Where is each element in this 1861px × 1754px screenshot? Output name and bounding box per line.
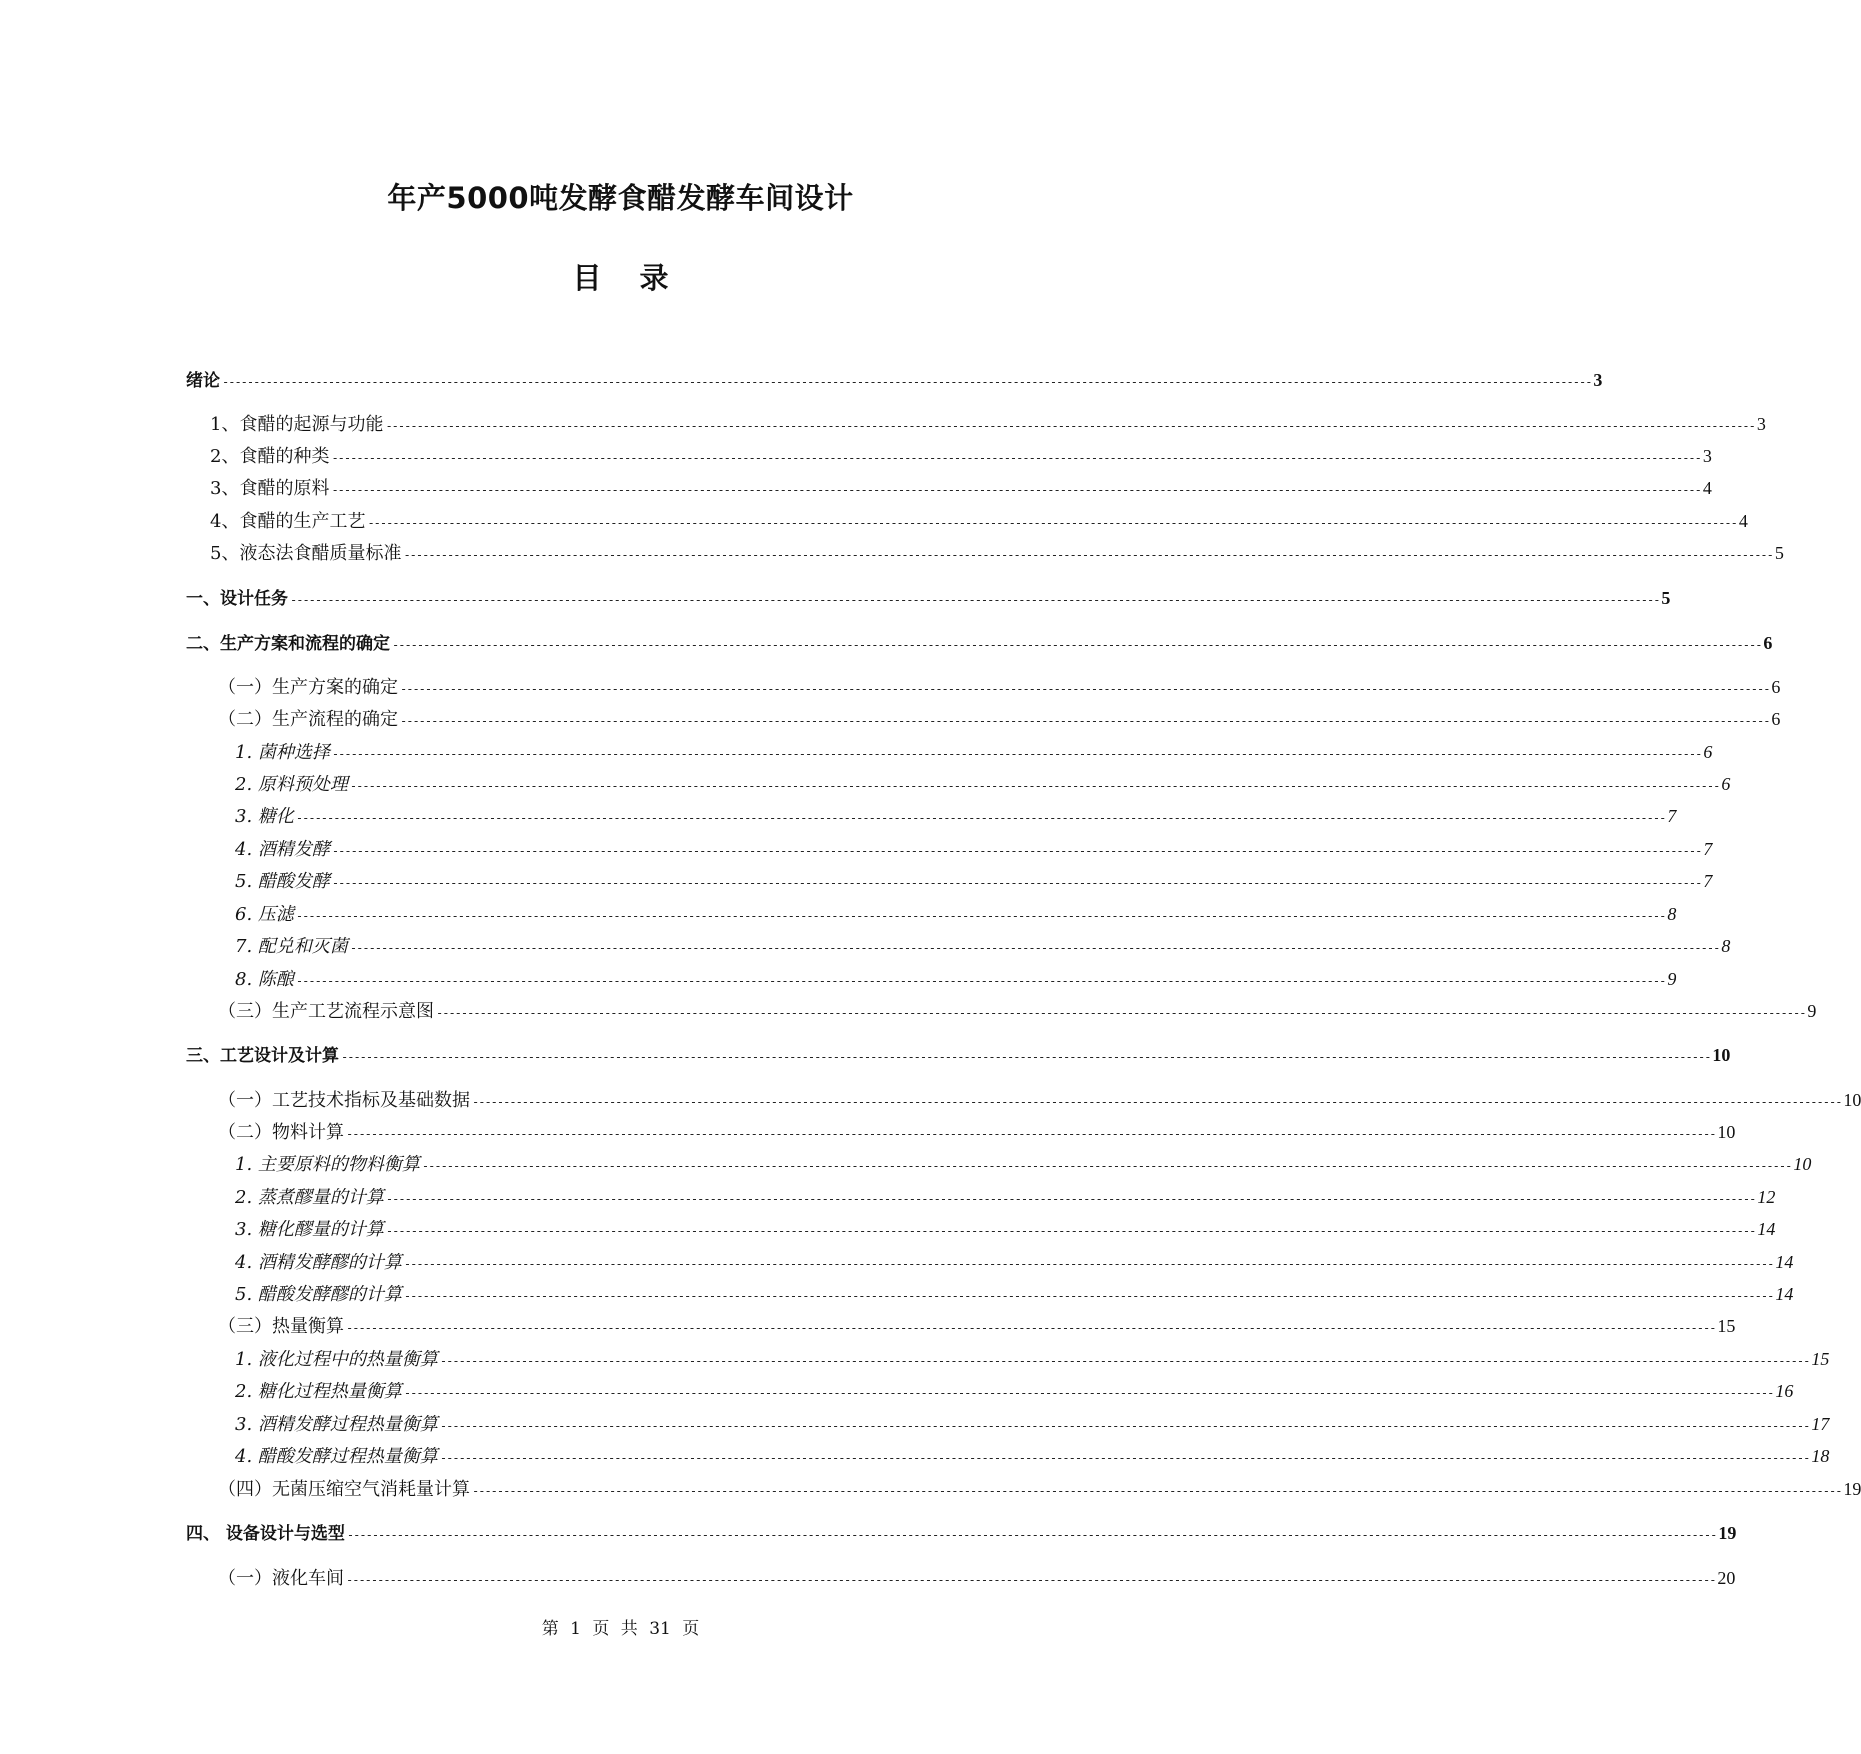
toc-entry-label: 4. 酒精发酵醪的计算 <box>235 1252 402 1273</box>
toc-entry-label: 1. 液化过程中的热量衡算 <box>235 1349 438 1370</box>
toc-entry-page: 8 <box>1667 904 1677 924</box>
toc-entry-page: 5 <box>1774 543 1784 563</box>
toc-dot-leader: ---------------------------------------------------------------------------------------------------------------------------------------------------------------------------------------------------------------------------- <box>421 1159 1792 1173</box>
toc-entry <box>235 1409 1830 1439</box>
toc-entry-page: 3 <box>1756 414 1766 434</box>
toc-entry-page: 9 <box>1807 1001 1817 1021</box>
toc-entry-page: 3 <box>1702 446 1712 466</box>
toc-dot-leader: ---------------------------------------------------------------------------------------------------------------------------------------------------------------------------------------------------------------------------- <box>331 451 1701 465</box>
toc-entry-label: 5. 醋酸发酵 <box>235 871 330 892</box>
toc-dot-leader: ---------------------------------------------------------------------------------------------------------------------------------------------------------------------------------------------------------------------------- <box>403 1289 1774 1303</box>
toc-entry-label: 一、设计任务 <box>186 589 288 609</box>
toc-entry-page: 14 <box>1775 1252 1794 1272</box>
toc-entry-label: 3. 糖化醪量的计算 <box>235 1219 384 1240</box>
toc-entry <box>218 704 1781 734</box>
toc-entry-page: 4 <box>1702 478 1712 498</box>
toc-dot-leader: ---------------------------------------------------------------------------------------------------------------------------------------------------------------------------------------------------------------------------- <box>346 1528 1717 1542</box>
toc-dot-leader: ---------------------------------------------------------------------------------------------------------------------------------------------------------------------------------------------------------------------------- <box>400 682 1770 696</box>
toc-dot-leader: ---------------------------------------------------------------------------------------------------------------------------------------------------------------------------------------------------------------------------- <box>341 1050 1711 1064</box>
toc-entry <box>235 1279 1794 1309</box>
toc-entry-label: 1. 主要原料的物料衡算 <box>235 1154 420 1175</box>
toc-entry-page: 10 <box>1712 1045 1731 1065</box>
toc-entry-page: 15 <box>1811 1349 1830 1369</box>
toc-entry <box>186 365 1603 395</box>
toc-entry-page: 6 <box>1721 774 1731 794</box>
toc-entry-page: 19 <box>1718 1523 1737 1543</box>
toc-entry-page: 17 <box>1811 1414 1830 1434</box>
toc-entry <box>235 866 1713 896</box>
toc-entry <box>235 964 1677 994</box>
toc-entry <box>218 996 1817 1026</box>
toc-entry-label: （一）生产方案的确定 <box>218 677 398 698</box>
toc-entry-label: 3. 糖化 <box>235 806 294 827</box>
toc-entry-label: 7. 配兑和灭菌 <box>235 936 348 957</box>
toc-entry <box>210 473 1712 503</box>
toc-dot-leader: ---------------------------------------------------------------------------------------------------------------------------------------------------------------------------------------------------------------------------- <box>472 1484 1842 1498</box>
toc-entry-page: 3 <box>1593 370 1603 390</box>
toc-entry-label: （二）物料计算 <box>218 1122 344 1143</box>
toc-entry-label: 5、液态法食醋质量标准 <box>210 543 402 564</box>
toc-dot-leader: ---------------------------------------------------------------------------------------------------------------------------------------------------------------------------------------------------------------------------- <box>439 1451 1810 1465</box>
toc-entry <box>235 1149 1812 1179</box>
toc-dot-leader: ---------------------------------------------------------------------------------------------------------------------------------------------------------------------------------------------------------------------------- <box>346 1321 1716 1335</box>
toc-entry-page: 12 <box>1757 1187 1776 1207</box>
toc-entry <box>235 769 1731 799</box>
toc-entry-label: 2. 原料预处理 <box>235 774 348 795</box>
toc-entry-page: 6 <box>1703 742 1713 762</box>
toc-entry-label: （四）无菌压缩空气消耗量计算 <box>218 1479 470 1500</box>
toc-dot-leader: ---------------------------------------------------------------------------------------------------------------------------------------------------------------------------------------------------------------------------- <box>400 714 1770 728</box>
toc-dot-leader: ---------------------------------------------------------------------------------------------------------------------------------------------------------------------------------------------------------------------------- <box>222 375 1592 389</box>
toc-dot-leader: ---------------------------------------------------------------------------------------------------------------------------------------------------------------------------------------------------------------------------- <box>403 1257 1774 1271</box>
toc-entry-label: 三、工艺设计及计算 <box>186 1046 339 1066</box>
toc-entry <box>235 1376 1794 1406</box>
toc-entry <box>218 1563 1736 1593</box>
toc-entry-label: 二、生产方案和流程的确定 <box>186 634 390 654</box>
toc-entry-label: 4. 醋酸发酵过程热量衡算 <box>235 1446 438 1467</box>
toc-entry-label: 2、食醋的种类 <box>210 446 330 467</box>
toc-entry-label: （三）生产工艺流程示意图 <box>218 1001 434 1022</box>
toc-entry-page: 16 <box>1775 1381 1794 1401</box>
toc-dot-leader: ---------------------------------------------------------------------------------------------------------------------------------------------------------------------------------------------------------------------------- <box>367 516 1737 530</box>
toc-dot-leader: ---------------------------------------------------------------------------------------------------------------------------------------------------------------------------------------------------------------------------- <box>439 1419 1810 1433</box>
toc-dot-leader: ---------------------------------------------------------------------------------------------------------------------------------------------------------------------------------------------------------------------------- <box>439 1354 1810 1368</box>
toc-entry-page: 20 <box>1717 1568 1736 1588</box>
toc-dot-leader: ---------------------------------------------------------------------------------------------------------------------------------------------------------------------------------------------------------------------------- <box>295 909 1666 923</box>
toc-entry <box>186 628 1773 658</box>
toc-entry-label: 4. 酒精发酵 <box>235 839 330 860</box>
toc-entry-page: 10 <box>1717 1122 1736 1142</box>
toc-entry <box>218 672 1781 702</box>
page-footer: 第 1 页 共 31 页 <box>541 1619 700 1639</box>
toc-entry <box>218 1117 1736 1147</box>
toc-entry <box>235 1182 1776 1212</box>
toc-dot-leader: ---------------------------------------------------------------------------------------------------------------------------------------------------------------------------------------------------------------------------- <box>385 419 1755 433</box>
toc-entry-label: （一）液化车间 <box>218 1568 344 1589</box>
toc-entry-label: （二）生产流程的确定 <box>218 709 398 730</box>
toc-entry-page: 7 <box>1703 871 1713 891</box>
toc-entry-label: 1、食醋的起源与功能 <box>210 414 384 435</box>
toc-entry-label: 8. 陈酿 <box>235 969 294 990</box>
toc-entry-page: 10 <box>1843 1090 1861 1110</box>
toc-dot-leader: ---------------------------------------------------------------------------------------------------------------------------------------------------------------------------------------------------------------------------- <box>331 747 1702 761</box>
toc-entry <box>210 409 1766 439</box>
toc-entry-page: 10 <box>1793 1154 1812 1174</box>
toc-dot-leader: ---------------------------------------------------------------------------------------------------------------------------------------------------------------------------------------------------------------------------- <box>331 844 1702 858</box>
toc-dot-leader: ---------------------------------------------------------------------------------------------------------------------------------------------------------------------------------------------------------------------------- <box>295 974 1666 988</box>
toc-dot-leader: ---------------------------------------------------------------------------------------------------------------------------------------------------------------------------------------------------------------------------- <box>331 876 1702 890</box>
toc-dot-leader: ---------------------------------------------------------------------------------------------------------------------------------------------------------------------------------------------------------------------------- <box>349 779 1720 793</box>
toc-dot-leader: ---------------------------------------------------------------------------------------------------------------------------------------------------------------------------------------------------------------------------- <box>385 1224 1756 1238</box>
toc-entry-page: 6 <box>1771 709 1781 729</box>
toc-entry <box>186 583 1671 613</box>
toc-entry <box>235 1441 1830 1471</box>
toc-entry-label: 3. 酒精发酵过程热量衡算 <box>235 1414 438 1435</box>
toc-entry <box>235 1344 1830 1374</box>
toc-entry-page: 15 <box>1717 1316 1736 1336</box>
toc-entry-page: 5 <box>1661 588 1671 608</box>
toc-entry-page: 8 <box>1721 936 1731 956</box>
toc-dot-leader: ---------------------------------------------------------------------------------------------------------------------------------------------------------------------------------------------------------------------------- <box>403 548 1773 562</box>
toc-entry <box>235 1214 1776 1244</box>
toc-dot-leader: ---------------------------------------------------------------------------------------------------------------------------------------------------------------------------------------------------------------------------- <box>346 1127 1716 1141</box>
toc-entry-page: 19 <box>1843 1479 1861 1499</box>
toc-entry <box>210 538 1784 568</box>
toc-entry <box>235 801 1677 831</box>
toc-dot-leader: ---------------------------------------------------------------------------------------------------------------------------------------------------------------------------------------------------------------------------- <box>290 593 1660 607</box>
toc-entry <box>235 931 1731 961</box>
toc-entry <box>186 1518 1737 1548</box>
toc-entry <box>235 834 1713 864</box>
toc-entry-page: 4 <box>1738 511 1748 531</box>
toc-dot-leader: ---------------------------------------------------------------------------------------------------------------------------------------------------------------------------------------------------------------------------- <box>346 1573 1716 1587</box>
toc-dot-leader: ---------------------------------------------------------------------------------------------------------------------------------------------------------------------------------------------------------------------------- <box>331 483 1701 497</box>
toc-entry-page: 14 <box>1775 1284 1794 1304</box>
toc-entry-label: 3、食醋的原料 <box>210 478 330 499</box>
toc-entry <box>235 899 1677 929</box>
toc-entry-label: 4、食醋的生产工艺 <box>210 511 366 532</box>
toc-entry-page: 9 <box>1667 969 1677 989</box>
toc-entry-page: 7 <box>1703 839 1713 859</box>
toc-dot-leader: ---------------------------------------------------------------------------------------------------------------------------------------------------------------------------------------------------------------------------- <box>472 1095 1842 1109</box>
toc-entry <box>218 1085 1861 1115</box>
toc-entry-label: 绪论 <box>186 371 220 391</box>
toc-entry-label: 2. 糖化过程热量衡算 <box>235 1381 402 1402</box>
toc-entry-page: 6 <box>1763 633 1773 653</box>
toc-entry <box>186 1040 1731 1070</box>
document-title: 年产5000吨发酵食醋发酵车间设计 <box>387 181 854 215</box>
toc-entry <box>210 441 1712 471</box>
toc-entry <box>235 1247 1794 1277</box>
toc-entry-label: （三）热量衡算 <box>218 1316 344 1337</box>
toc-entry <box>218 1474 1861 1504</box>
toc-dot-leader: ---------------------------------------------------------------------------------------------------------------------------------------------------------------------------------------------------------------------------- <box>385 1192 1756 1206</box>
toc-entry-page: 18 <box>1811 1446 1830 1466</box>
toc-entry-label: （一）工艺技术指标及基础数据 <box>218 1090 470 1111</box>
toc-entry-label: 5. 醋酸发酵醪的计算 <box>235 1284 402 1305</box>
toc-entry-label: 四、 设备设计与选型 <box>186 1524 345 1544</box>
toc-entry-page: 7 <box>1667 806 1677 826</box>
toc-entry-label: 1. 菌种选择 <box>235 742 330 763</box>
toc-entry-label: 6. 压滤 <box>235 904 294 925</box>
toc-dot-leader: ---------------------------------------------------------------------------------------------------------------------------------------------------------------------------------------------------------------------------- <box>295 811 1666 825</box>
toc-entry <box>235 737 1713 767</box>
toc-entry <box>218 1311 1736 1341</box>
toc-entry-page: 14 <box>1757 1219 1776 1239</box>
toc-entry-label: 2. 蒸煮醪量的计算 <box>235 1187 384 1208</box>
toc-heading: 目 录 <box>572 261 669 295</box>
toc-dot-leader: ---------------------------------------------------------------------------------------------------------------------------------------------------------------------------------------------------------------------------- <box>403 1386 1774 1400</box>
toc-dot-leader: ---------------------------------------------------------------------------------------------------------------------------------------------------------------------------------------------------------------------------- <box>436 1006 1806 1020</box>
toc-dot-leader: ---------------------------------------------------------------------------------------------------------------------------------------------------------------------------------------------------------------------------- <box>349 941 1720 955</box>
toc-entry <box>210 506 1748 536</box>
toc-entry-page: 6 <box>1771 677 1781 697</box>
toc-dot-leader: ---------------------------------------------------------------------------------------------------------------------------------------------------------------------------------------------------------------------------- <box>392 638 1762 652</box>
